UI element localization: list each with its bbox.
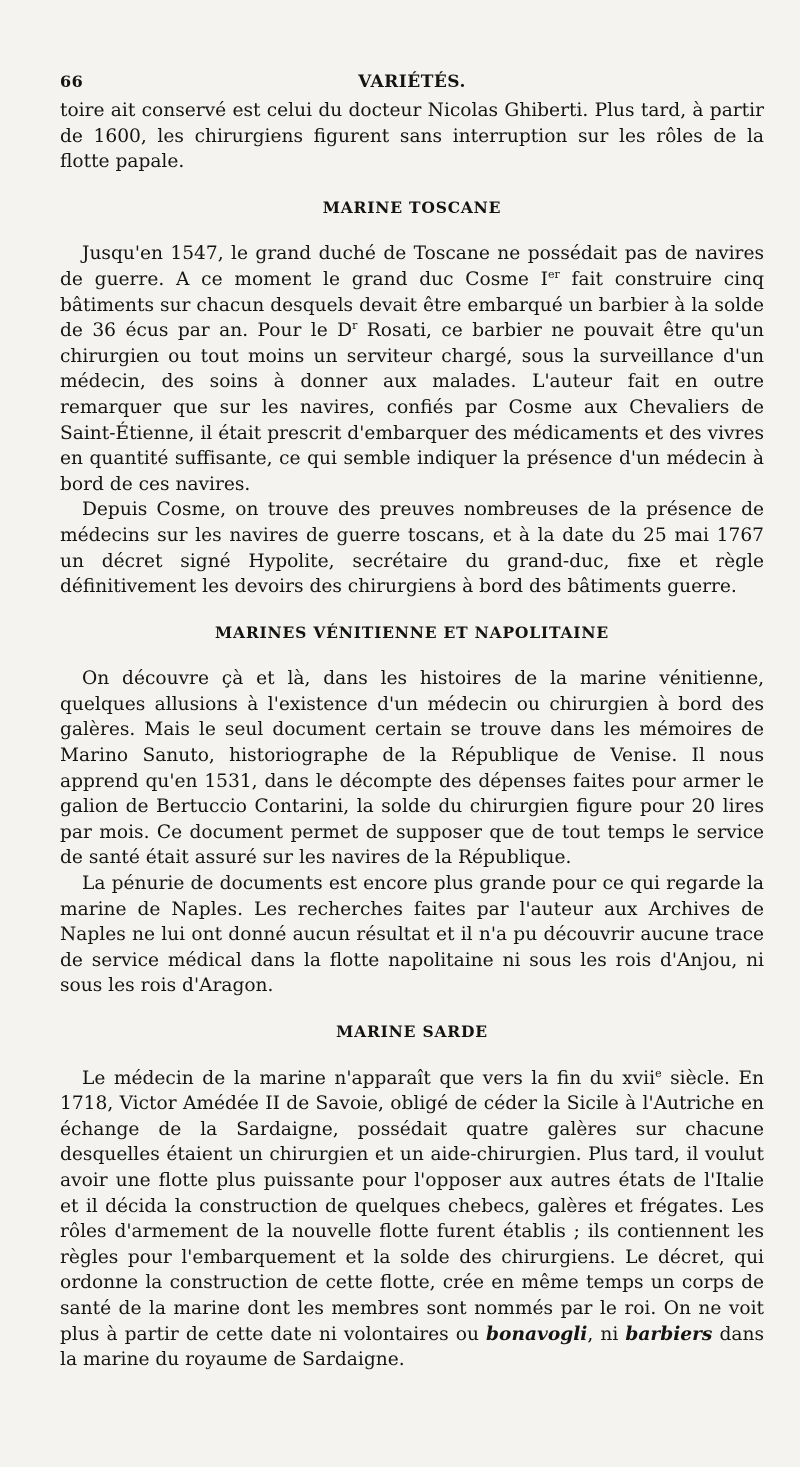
text-run: Rosati, ce barbier ne pouvait être qu'un chirurgien ou tout moins un serviteur chargé, sous la surveillance d'un médecin, des soins à donner aux malades. L'auteur fait en outre remarquer que sur les navires, confiés par Cosme aux Chevaliers de Saint-Étienne, il était prescrit d'embarquer des médicaments et des vivres en quantité suffisante, ce qui semble indiquer la présence d'un médecin à bord de ces navires. [60, 320, 764, 495]
page-number: 66 [60, 72, 84, 91]
paragraph-naples: La pénurie de documents est encore plus grande pour ce qui regarde la marine de Naples. Les recherches faites par l'auteur aux Archives de Naples ne lui ont donné aucun résultat et il n'a pu découvrir aucune trace de service médical dans la flotte napolitaine ni sous les rois d'Anjou, ni sous les rois d'Aragon. [60, 873, 764, 997]
section-heading-marines-venitienne-napolitaine: MARINES VÉNITIENNE ET NAPOLITAINE [215, 622, 609, 642]
paragraph-continuation: toire ait conservé est celui du docteur Nicolas Ghiberti. Plus tard, à partir de 1600, les chirurgiens figurent sans interruption sur les rôles de la flotte papale. [60, 100, 764, 173]
italic-term: bonavogli [486, 1323, 588, 1345]
superscript: er [548, 267, 560, 281]
text-run: , ni [587, 1323, 626, 1345]
paragraph-toscane-1 [60, 241, 764, 497]
section-heading-marine-sarde: MARINE SARDE [336, 1022, 488, 1041]
article-body [60, 98, 764, 1373]
text-run: Jusqu'en 1547, le grand duché de Toscane ne possédait pas de navires de guerre. A ce moment le grand duc Cosme I [60, 243, 764, 290]
paragraph-venise: On découvre çà et là, dans les histoires de la marine vénitienne, quelques allusions à l'existence d'un médecin ou chirurgien à bord des galères. Mais le seul document certain se trouve dans les mémoires de Marino Sanuto, historiographe de la République de Venise. Il nous apprend qu'en 1531, dans le décompte des dépenses faites pour armer le galion de Bertuccio Contarini, la solde du chirurgien figure pour 20 lires par mois. Ce document permet de supposer que de tout temps le service de santé était assuré sur les navires de la République. [60, 668, 764, 869]
running-title: VARIÉTÉS. [358, 72, 466, 92]
paragraph-toscane-2: Depuis Cosme, on trouve des preuves nombreuses de la présence de médecins sur les navires de guerre toscans, et à la date du 25 mai 1767 un décret signé Hypolite, secrétaire du grand-duc, fixe et règle définitivement les devoirs des chirurgiens à bord des bâtiments guerre. [60, 499, 764, 598]
running-head [60, 68, 764, 98]
text-run: dans la marine du royaume de Sardaigne. [60, 1323, 764, 1371]
italic-term: barbiers [625, 1323, 713, 1345]
section-heading-marine-toscane: MARINE TOSCANE [322, 197, 502, 217]
superscript: r [352, 318, 358, 332]
text-run: siècle. En 1718, Victor Amédée II de Savoie, obligé de céder la Sicile à l'Autriche en échange de la Sardaigne, possédait quatre galères sur chacune desquelles étaient un chirurgien et un aide-chirurgien. Plus tard, il voulut avoir une flotte plus puissante pour l'opposer aux autres états de l'Italie et il décida la construction de quelques chebecs, galères et frégates. Les rôles d'armement de la nouvelle flotte furent établis ; ils contiennent les règles pour l'embarquement et la solde des chirurgiens. Le décret, qui ordonne la construction de cette flotte, crée en même temps un corps de santé de la marine dont les membres sont nommés par le roi. On ne voit plus à partir de cette date ni volontaires ou [60, 1067, 764, 1345]
text-run: Le médecin de la marine n'apparaît que vers la fin du xvii [82, 1067, 656, 1089]
superscript: e [655, 1066, 662, 1080]
text-run: fait construire cinq bâtiments sur chacun desquels devait être embarqué un barbier à la solde de 36 écus par an. Pour le D [60, 268, 764, 342]
paragraph-sarde [60, 1066, 764, 1373]
